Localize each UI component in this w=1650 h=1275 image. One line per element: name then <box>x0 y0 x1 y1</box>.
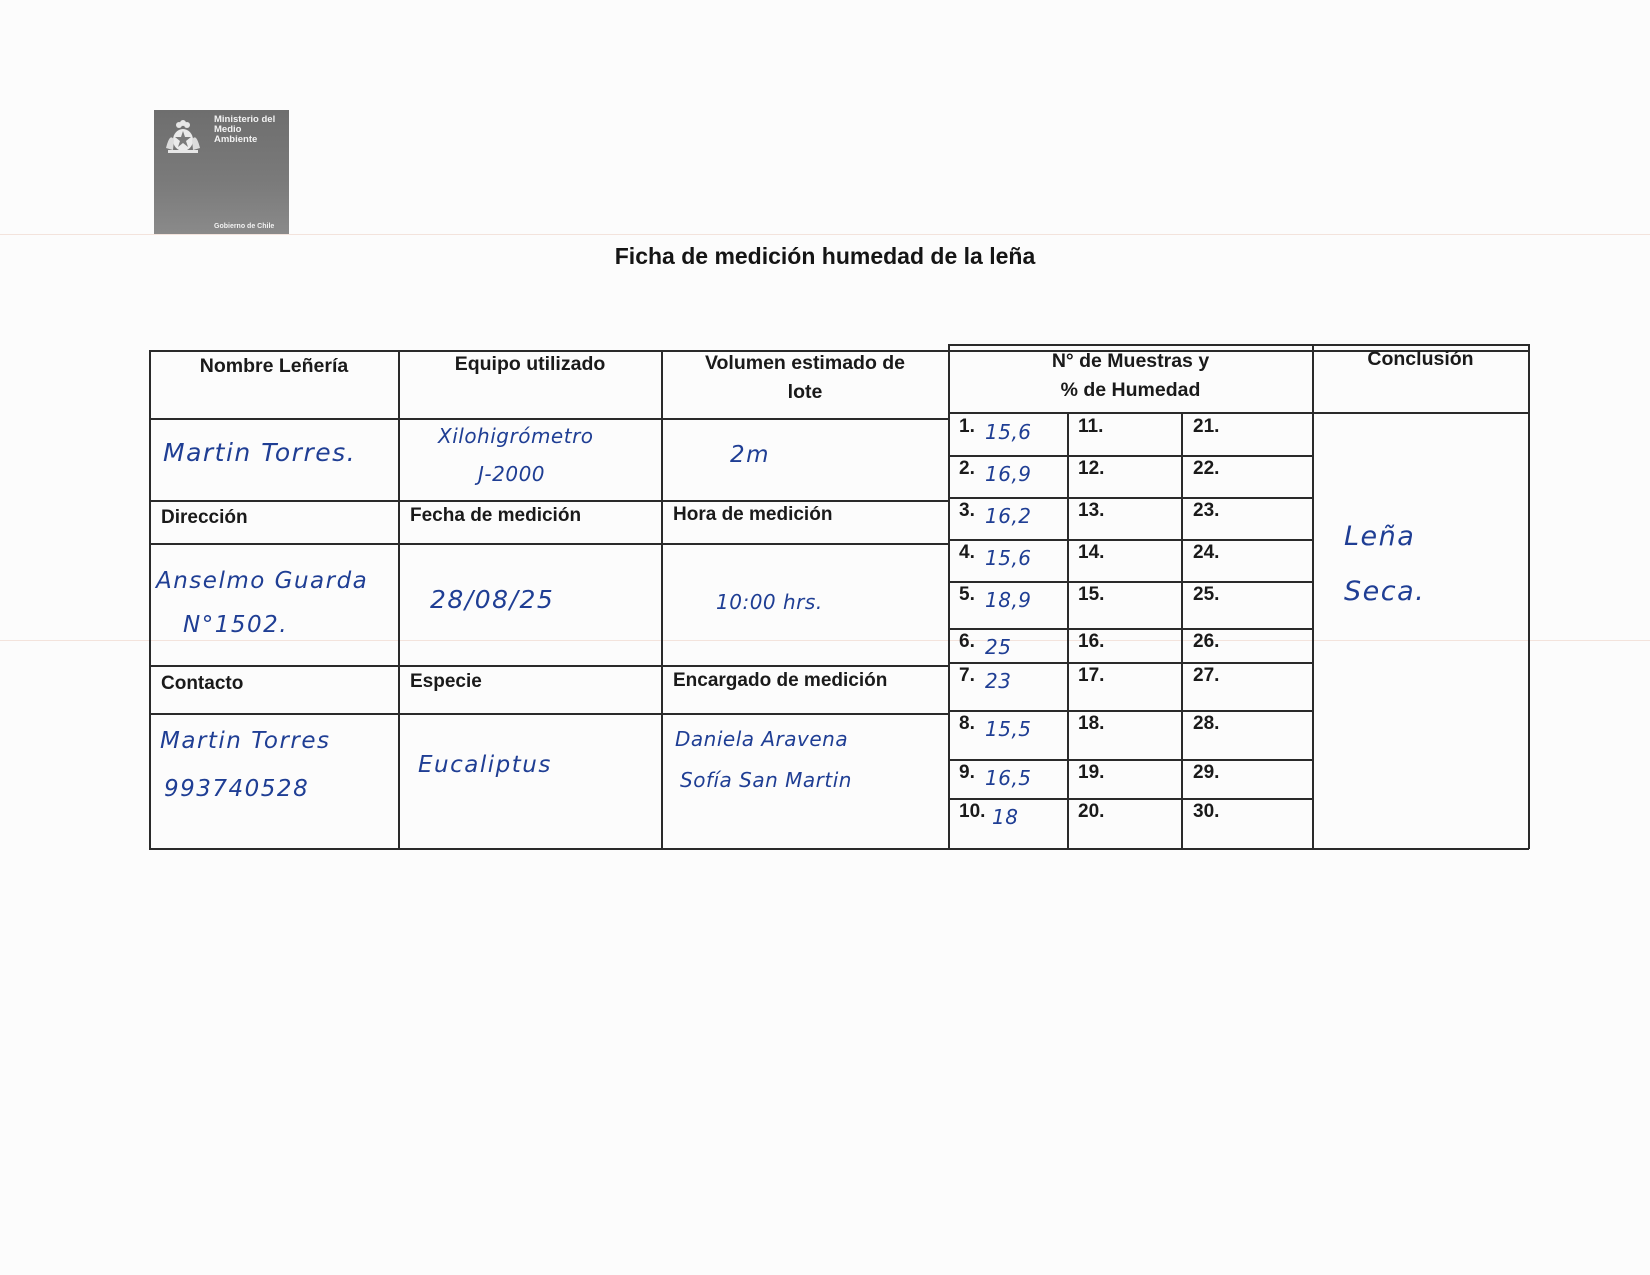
sample-number: 7. <box>959 665 975 686</box>
sample-number: 19. <box>1078 762 1105 783</box>
header-volumen-line: lote <box>787 381 823 403</box>
table-rule <box>948 497 1313 499</box>
sample-number: 22. <box>1193 458 1220 479</box>
table-rule <box>948 710 1313 712</box>
table-rule <box>948 455 1313 457</box>
sample-number: 15. <box>1078 584 1105 605</box>
header-muestras <box>949 347 1312 405</box>
value-hora: 10:00 hrs. <box>716 590 823 614</box>
value-volumen: 2m <box>730 442 771 468</box>
sample-humidity-value: 15,6 <box>985 546 1032 570</box>
sample-number: 29. <box>1193 762 1220 783</box>
sample-number: 4. <box>959 542 975 563</box>
table-rule <box>948 759 1313 761</box>
header-volumen-line: Volumen estimado de <box>704 352 906 374</box>
sample-humidity-value: 16,9 <box>985 462 1032 486</box>
sample-number: 25. <box>1193 584 1220 605</box>
value-fecha: 28/08/25 <box>430 585 555 614</box>
sample-number: 10. <box>959 801 986 822</box>
table-rule <box>948 662 1313 664</box>
table-rule <box>149 543 949 545</box>
header-muestras-line: N° de Muestras y <box>1051 350 1210 372</box>
value-contacto-line: 993740528 <box>164 776 310 802</box>
value-encargado-line: Daniela Aravena <box>675 727 849 751</box>
header-muestras-line: % de Humedad <box>1060 379 1201 401</box>
table-rule <box>948 798 1313 800</box>
table-rule <box>149 848 1529 850</box>
sample-humidity-value: 16,5 <box>985 766 1032 790</box>
sample-humidity-value: 15,5 <box>985 717 1032 741</box>
header-nombre: Nombre Leñería <box>199 355 349 377</box>
sample-number: 14. <box>1078 542 1105 563</box>
sample-humidity-value: 15,6 <box>985 420 1032 444</box>
sample-number: 2. <box>959 458 975 479</box>
value-direccion-line: Anselmo Guarda <box>156 568 369 594</box>
label-hora: Hora de medición <box>673 504 833 525</box>
table-rule <box>948 344 950 849</box>
logo-line: Ambiente <box>214 134 258 145</box>
logo-line: Medio <box>214 124 242 135</box>
header-conclusion: Conclusión <box>1367 348 1474 370</box>
sample-number: 5. <box>959 584 975 605</box>
sample-number: 20. <box>1078 801 1105 822</box>
value-conclusion-line: Seca. <box>1344 576 1426 607</box>
sample-number: 28. <box>1193 713 1220 734</box>
label-contacto: Contacto <box>161 673 244 694</box>
chile-coat-of-arms-icon <box>162 118 204 156</box>
table-rule <box>661 350 663 849</box>
logo-footer: Gobierno de Chile <box>214 223 275 230</box>
sample-humidity-value: 18,9 <box>985 588 1032 612</box>
table-rule <box>398 350 400 849</box>
label-encargado: Encargado de medición <box>673 670 888 691</box>
table-rule <box>149 713 949 715</box>
value-conclusion-line: Leña <box>1344 521 1416 552</box>
table-rule <box>1528 344 1530 849</box>
logo-text <box>214 115 275 145</box>
sample-number: 17. <box>1078 665 1105 686</box>
table-rule <box>948 628 1313 630</box>
header-volumen <box>662 349 948 407</box>
sample-number: 26. <box>1193 631 1220 652</box>
value-encargado-line: Sofía San Martin <box>680 768 852 792</box>
sample-number: 18. <box>1078 713 1105 734</box>
value-direccion-line: N°1502. <box>183 612 289 638</box>
page-title: Ficha de medición humedad de la leña <box>614 243 1036 269</box>
table-rule <box>149 350 151 849</box>
value-equipo-line: J-2000 <box>478 462 546 486</box>
header-equipo: Equipo utilizado <box>454 353 606 375</box>
label-especie: Especie <box>410 671 482 692</box>
table-rule <box>948 412 1529 414</box>
sample-number: 3. <box>959 500 975 521</box>
sample-number: 21. <box>1193 416 1220 437</box>
sample-number: 1. <box>959 416 975 437</box>
paper-fold-line <box>0 640 1650 641</box>
value-contacto-line: Martin Torres <box>160 728 331 754</box>
sample-number: 13. <box>1078 500 1105 521</box>
table-rule <box>1181 412 1183 849</box>
table-rule <box>149 500 949 502</box>
sample-number: 11. <box>1078 416 1104 437</box>
label-fecha: Fecha de medición <box>410 505 582 526</box>
value-nombre: Martin Torres. <box>163 438 357 467</box>
sample-humidity-value: 18 <box>992 805 1019 829</box>
sample-humidity-value: 25 <box>985 635 1012 659</box>
ministry-logo <box>154 110 289 234</box>
sample-number: 16. <box>1078 631 1105 652</box>
sample-number: 9. <box>959 762 975 783</box>
label-direccion: Dirección <box>161 507 248 528</box>
sample-number: 27. <box>1193 665 1220 686</box>
sample-number: 8. <box>959 713 975 734</box>
sample-number: 23. <box>1193 500 1220 521</box>
table-rule <box>149 665 949 667</box>
logo-line: Ministerio del <box>214 114 276 125</box>
sample-humidity-value: 23 <box>985 669 1012 693</box>
table-rule <box>948 539 1313 541</box>
sample-number: 6. <box>959 631 975 652</box>
sample-humidity-value: 16,2 <box>985 504 1032 528</box>
table-rule <box>948 581 1313 583</box>
sample-number: 30. <box>1193 801 1220 822</box>
paper-fold-line <box>0 234 1650 235</box>
value-equipo-line: Xilohigrómetro <box>438 424 594 448</box>
sample-number: 12. <box>1078 458 1105 479</box>
value-especie: Eucaliptus <box>418 752 552 778</box>
table-rule <box>1312 344 1314 849</box>
table-rule <box>149 418 949 420</box>
table-rule <box>1067 412 1069 849</box>
sample-number: 24. <box>1193 542 1220 563</box>
